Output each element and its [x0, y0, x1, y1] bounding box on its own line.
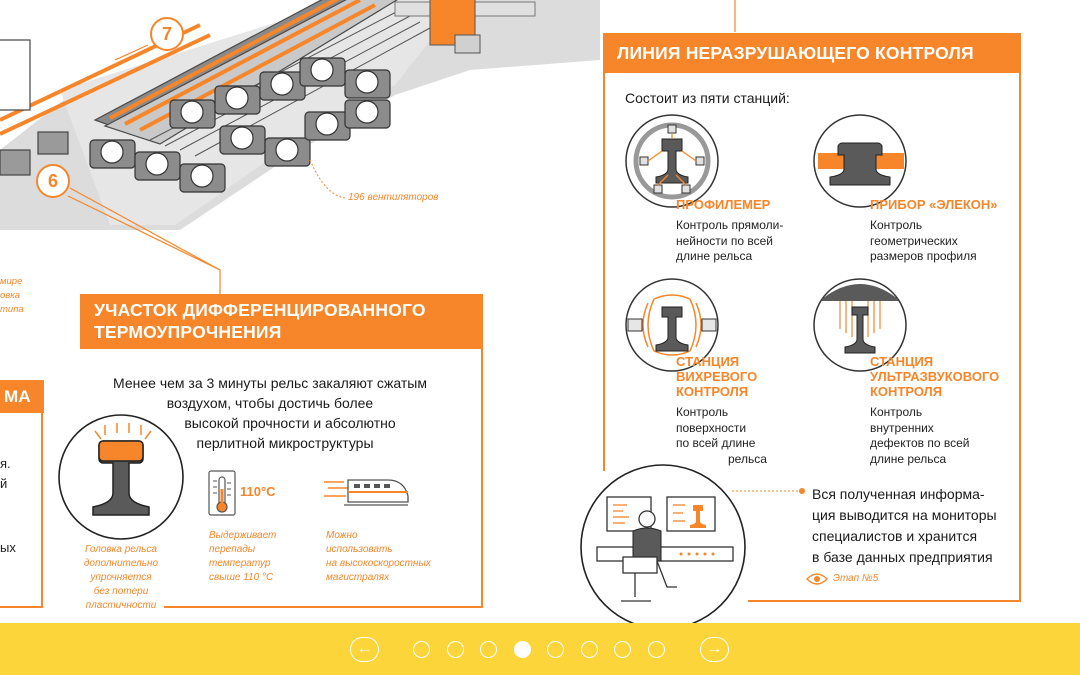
- monitor-leader-line: [732, 487, 806, 495]
- station-1-desc-line3: длине рельса: [676, 249, 753, 263]
- page-dot-2[interactable]: [447, 641, 464, 658]
- rail-head-icon: [57, 413, 185, 541]
- station-4-title-line2: УЛЬТРАЗВУКОВОГО: [870, 369, 1000, 384]
- station-2-desc-line1: Контроль: [870, 218, 923, 232]
- station-2-desc-line3: размеров профиля: [870, 249, 977, 263]
- station-2-title-line1: ПРИБОР «ЭЛЕКОН»: [870, 197, 998, 212]
- station-4-title: [870, 354, 999, 399]
- station-4-desc-line1: Контроль: [870, 405, 923, 419]
- fans-count-label: 196 вентиляторов: [348, 192, 439, 203]
- pagination-bar: [0, 623, 1080, 675]
- ndt-section-border-right: [1019, 73, 1021, 602]
- caption-rail-head: [74, 543, 168, 613]
- station-1-title: [676, 197, 770, 212]
- stage-label: Этап №5: [833, 573, 879, 584]
- partial-left-border: [0, 413, 43, 608]
- partial-left-caption-3: типа: [0, 304, 24, 315]
- station-3-desc-line1: Контроль: [676, 405, 729, 419]
- page-dot-1[interactable]: [413, 641, 430, 658]
- page-dot-7[interactable]: [614, 641, 631, 658]
- callout-7: 7: [150, 17, 184, 51]
- callout-6: 6: [36, 164, 70, 198]
- thermo-desc-line3: высокой прочности и абсолютно: [184, 415, 396, 431]
- station-1-title-line1: ПРОФИЛЕМЕР: [676, 197, 771, 212]
- ndt-section-header: ЛИНИЯ НЕРАЗРУШАЮЩЕГО КОНТРОЛЯ: [603, 33, 1021, 73]
- thermo-title-line1: УЧАСТОК ДИФФЕРЕНЦИРОВАННОГО: [94, 300, 426, 320]
- page-dot-3[interactable]: [480, 641, 497, 658]
- thermo-desc-line4: перлитной микроструктуры: [196, 435, 374, 451]
- station-4-desc: [870, 405, 969, 467]
- station-3-title: [676, 354, 757, 399]
- eye-icon: [806, 573, 828, 585]
- operator-monitors-icon: [577, 461, 749, 631]
- partial-left-text-1: я.: [0, 456, 11, 471]
- station-2-desc: [870, 218, 977, 265]
- caption-temp-line2: перепады: [209, 544, 256, 555]
- station-4-desc-line3: дефектов по всей: [870, 436, 970, 450]
- monitor-desc-line1: Вся полученная информа-: [812, 486, 985, 502]
- caption-temperature: [209, 529, 276, 585]
- station-3-title-line2: ВИХРЕВОГО: [676, 369, 758, 384]
- arrow-left-icon: ←: [356, 640, 373, 657]
- thermo-desc-line2: воздухом, чтобы достичь более: [166, 395, 374, 411]
- caption-temp-line4: свыше 110 °C: [209, 572, 274, 583]
- page-dot-5[interactable]: [547, 641, 564, 658]
- station-4-title-line3: КОНТРОЛЯ: [870, 384, 943, 399]
- temperature-value: 110°C: [240, 484, 276, 499]
- caption-rail-head-line3: упрочняется: [90, 572, 152, 583]
- thermometer-icon: [207, 469, 237, 517]
- station-2-title: [870, 197, 998, 212]
- ndt-section-border-left: [603, 73, 605, 471]
- station-3-desc-line3: по всей длине: [676, 436, 756, 450]
- profilometer-icon: [624, 113, 720, 209]
- leader-line-6: [60, 190, 230, 300]
- thermo-section-header: [80, 294, 483, 349]
- station-3-desc-line4: рельса: [728, 451, 767, 466]
- monitor-desc-line2: ция выводится на мониторы: [812, 507, 997, 523]
- monitor-desc-line4: в базе данных предприятия: [812, 549, 993, 565]
- ndt-intro: Состоит из пяти станций:: [625, 90, 790, 106]
- caption-train-line4: магистралях: [326, 572, 390, 583]
- thermo-title-line2: ТЕРМОУПРОЧНЕНИЯ: [94, 322, 282, 342]
- next-arrow-button[interactable]: [700, 637, 729, 662]
- station-4-desc-line2: внутренних: [870, 420, 934, 435]
- station-4-desc-line4: длине рельса: [870, 451, 947, 466]
- page-dot-8[interactable]: [648, 641, 665, 658]
- station-1-desc-line2: нейности по всей: [676, 233, 773, 248]
- stage-link[interactable]: [806, 572, 878, 586]
- caption-rail-head-line2: дополнительно: [83, 558, 159, 569]
- caption-train-line1: Можно: [326, 530, 358, 541]
- caption-temp-line1: Выдерживает: [209, 530, 277, 541]
- station-3-desc-line2: поверхности: [676, 420, 747, 435]
- caption-temp-line3: температур: [209, 558, 271, 569]
- caption-train-line3: на высокоскоростных: [326, 558, 431, 569]
- caption-train: [326, 529, 431, 585]
- station-4-title-line1: СТАНЦИЯ: [870, 354, 934, 369]
- station-3-title-line1: СТАНЦИЯ: [676, 354, 740, 369]
- partial-left-text-2: й: [0, 476, 8, 491]
- station-2-desc-line2: геометрических: [870, 233, 958, 248]
- high-speed-train-icon: [322, 474, 410, 508]
- partial-left-header: МА: [0, 380, 44, 413]
- station-1-desc-line1: Контроль прямоли-: [676, 218, 784, 232]
- partial-left-text-3: ых: [0, 540, 16, 555]
- ndt-section-border-bottom: [748, 600, 1021, 602]
- caption-train-line2: использовать: [326, 544, 393, 555]
- page-dot-4[interactable]: [514, 641, 531, 658]
- partial-left-caption-1: мире: [0, 276, 23, 287]
- arrow-right-icon: →: [706, 640, 723, 657]
- station-1-desc: [676, 218, 783, 265]
- prev-arrow-button[interactable]: [350, 637, 379, 662]
- partial-left-caption-2: овка: [0, 290, 21, 301]
- caption-rail-head-line4: без потери: [93, 586, 149, 597]
- page-dot-6[interactable]: [581, 641, 598, 658]
- caption-rail-head-line1: Головка рельса: [85, 544, 157, 555]
- elekon-icon: [812, 113, 908, 209]
- monitor-desc-line3: специалистов и хранится: [812, 528, 978, 544]
- thermo-desc-line1: Менее чем за 3 минуты рельс закаляют сжатым: [113, 375, 427, 391]
- monitor-description: [812, 484, 997, 568]
- caption-rail-head-line5: пластичности: [85, 600, 157, 611]
- station-3-desc: [676, 405, 767, 467]
- station-3-title-line3: КОНТРОЛЯ: [676, 384, 749, 399]
